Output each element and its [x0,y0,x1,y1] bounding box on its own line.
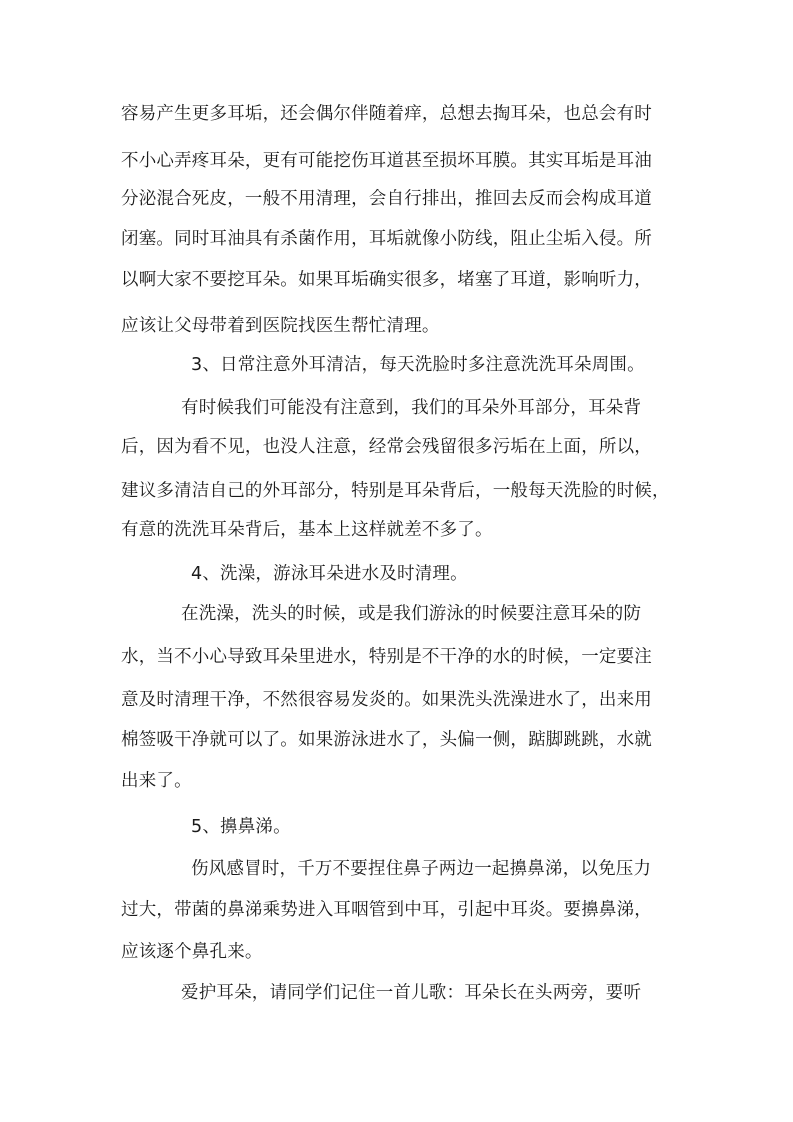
text-line: 水，当不小心导致耳朵里进水，特别是不干净的水的时候，一定要注 [121,647,652,667]
text-line: 出来了。 [121,771,192,791]
text-line: 有时候我们可能没有注意到，我们的耳朵外耳部分，耳朵背 [181,398,642,418]
text-line: 在洗澡，洗头的时候，或是我们游泳的时候要注意耳朵的防 [181,604,642,624]
text-line: 应该逐个鼻孔来。 [121,942,263,962]
section-heading: 4、洗澡，游泳耳朵进水及时清理。 [191,564,468,584]
text-line: 闭塞。同时耳油具有杀菌作用，耳垢就像小防线，阻止尘垢入侵。所 [121,229,652,249]
text-line: 后，因为看不见，也没人注意，经常会残留很多污垢在上面，所以， [121,437,652,457]
text-line: 过大，带菌的鼻涕乘势进入耳咽管到中耳，引起中耳炎。要擤鼻涕， [121,900,652,920]
text-line: 意及时清理干净，不然很容易发炎的。如果洗头洗澡进水了，出来用 [121,690,652,710]
text-line: 棉签吸干净就可以了。如果游泳进水了，头偏一侧，踮脚跳跳，水就 [121,730,652,750]
text-line: 分泌混合死皮，一般不用清理，会自行排出，推回去反而会构成耳道 [121,189,652,209]
text-line: 伤风感冒时，千万不要捏住鼻子两边一起擤鼻涕，以免压力 [191,859,652,879]
text-line: 建议多清洁自己的外耳部分，特别是耳朵背后，一般每天洗脸的时候， [121,481,670,501]
text-line: 容易产生更多耳垢，还会偶尔伴随着痒，总想去掏耳朵，也总会有时 [121,104,652,124]
section-heading: 5、擤鼻涕。 [191,817,291,837]
text-line: 有意的洗洗耳朵背后，基本上这样就差不多了。 [121,520,493,540]
section-heading: 3、日常注意外耳清洁，每天洗脸时多注意洗洗耳朵周围。 [191,355,645,375]
text-line: 应该让父母带着到医院找医生帮忙清理。 [121,316,440,336]
text-line: 以啊大家不要挖耳朵。如果耳垢确实很多，堵塞了耳道，影响听力， [121,270,652,290]
text-line: 爱护耳朵，请同学们记住一首儿歌：耳朵长在头两旁，要听 [181,983,642,1003]
text-line: 不小心弄疼耳朵，更有可能挖伤耳道甚至损坏耳膜。其实耳垢是耳油 [121,151,652,171]
